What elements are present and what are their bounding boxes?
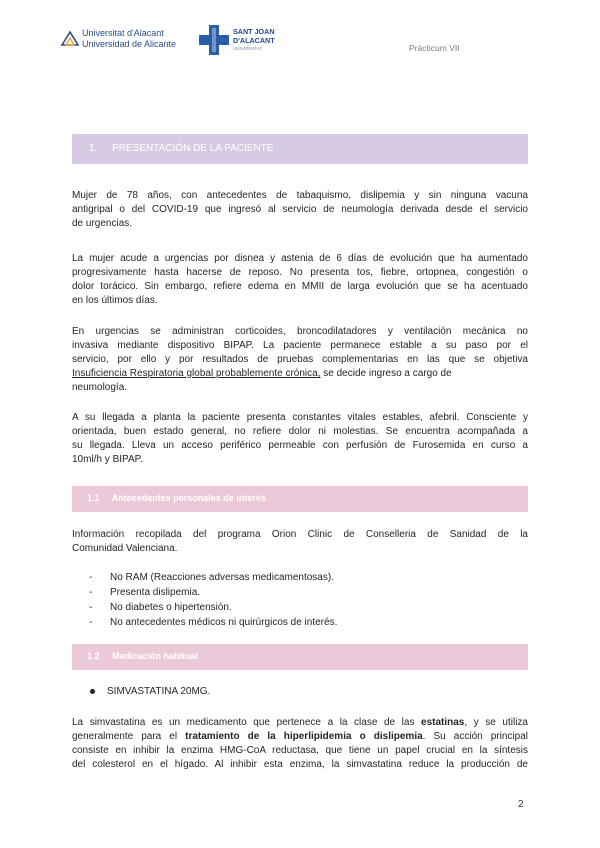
simva-line — [72, 730, 528, 744]
paragraph-4-line: su llegada. Lleva un acceso periférico permeable con perfusión de Furosemida en curso a — [72, 440, 528, 451]
section-1-title: PRESENTACIÓN DE LA PACIENTE — [112, 143, 274, 154]
paragraph-1-line: antigripal o del COVID-19 que ingresó al servicio de neumología derivada desde el servicio — [72, 204, 528, 215]
simva-text: La simvastatina es un medicamento que pertenece a la clase de las — [72, 717, 422, 728]
university-logo-mark-icon — [60, 30, 80, 46]
section-1-1-heading — [72, 486, 528, 512]
section-1-1-title: Antecedentes personales de interés — [111, 493, 266, 503]
paragraph-3-line: neumología. — [72, 382, 128, 393]
simva-bold-treatment: tratamiento de la hiperlipidemia o dislipemia — [185, 731, 423, 742]
list-item: - No diabetes o hipertensión. — [72, 600, 337, 615]
sant-joan-line2: D'ALACANT — [233, 36, 275, 45]
section-1-2-title: Medicación habitual — [112, 651, 199, 661]
paragraph-2-line: progresivamente hasta hacerse de reposo. No presenta tos, fiebre, ortopnea, congestión o — [72, 267, 528, 278]
university-name-spanish: Universidad de Alicante — [82, 39, 177, 49]
paragraph-3-line — [72, 367, 528, 381]
simva-text: , y se utiliza — [464, 717, 528, 728]
paragraph-2-line: en los últimos días. — [72, 295, 158, 306]
paragraph-2-line: dolor torácico. Sin embargo, refiere edema en MMII de larga evolución que se ha acentuado — [72, 281, 528, 292]
list-item: - Presenta dislipemia. — [72, 585, 337, 600]
paragraph-2 — [72, 252, 528, 308]
university-logo — [60, 26, 180, 52]
simva-text: . Su acción principal — [422, 731, 528, 742]
paragraph-4-line: A su llegada a planta la paciente presenta constantes vitales estables, afebril. Consciente y — [72, 412, 528, 423]
paragraph-1-line: de urgencias. — [72, 218, 133, 229]
simva-bold-statins: estatinas — [421, 717, 465, 728]
paragraph-3 — [72, 325, 528, 395]
paragraph-4-line: orientada, buen estado general, no refiere dolor ni molestias. Se encuentra acompañada a — [72, 426, 528, 437]
medication-name: SIMVASTATINA 20MG. — [107, 686, 211, 697]
paragraph-1 — [72, 189, 528, 231]
sant-joan-line3: UNIVERSITAT — [233, 46, 263, 51]
paragraph-4-line: 10ml/h y BIPAP. — [72, 454, 143, 465]
medication-item — [90, 686, 210, 697]
paragraph-4 — [72, 411, 528, 467]
sant-joan-logo — [199, 24, 279, 58]
sant-joan-line1: SANT JOAN — [233, 27, 275, 36]
paragraph-2-line: La mujer acude a urgencias por disnea y astenia de 6 días de evolución que ha aumentado — [72, 253, 528, 264]
list-item: - No RAM (Reacciones adversas medicamentosas). — [72, 570, 337, 585]
paragraph-3-line: servicio, por ello y por resultados de pruebas complementarias en las que se objetiva — [72, 354, 528, 365]
section-1-number: 1. — [89, 143, 98, 154]
simvastatin-paragraph — [72, 716, 528, 772]
bullet-dot-icon — [90, 689, 95, 694]
info-line: Información recopilada del programa Orion Clinic de Conselleria de Sanidad de la — [72, 529, 528, 540]
history-list — [72, 570, 337, 630]
simva-line: del colesterol en el hígado. Al inhibir esta enzima, la simvastatina reduce la producción de — [72, 759, 528, 770]
info-line: Comunidad Valenciana. — [72, 543, 178, 554]
paragraph-1-line: Mujer de 78 años, con antecedentes de tabaquismo, dislipemia y sin ninguna vacuna — [72, 190, 528, 201]
section-1-1-number: 1.1 — [87, 493, 100, 503]
info-paragraph — [72, 528, 528, 556]
header-course-name: Prácticum VII — [409, 43, 460, 53]
section-1-heading — [72, 134, 528, 164]
simva-line — [72, 716, 528, 730]
simva-line: consiste en inhibir la enzima HMG-CoA reductasa, que tiene un papel crucial en la síntesis — [72, 745, 528, 756]
paragraph-3-line: invasiva mediante dispositivo BIPAP. La paciente permanece estable a su paso por el — [72, 340, 528, 351]
simva-text: generalmente para el — [72, 731, 186, 742]
university-name-valencian: Universitat d'Alacant — [82, 28, 164, 38]
cross-logo-icon — [199, 25, 229, 55]
list-item: - No antecedentes médicos ni quirúrgicos de interés. — [72, 615, 337, 630]
section-1-2-number: 1.2 — [87, 651, 100, 661]
paragraph-3-line: En urgencias se administran corticoides, broncodilatadores y ventilación mecánica no — [72, 326, 528, 337]
section-1-2-heading — [72, 644, 528, 670]
page-number: 2 — [518, 799, 524, 810]
diagnosis-underlined: Insuficiencia Respiratoria global probablemente crónica, — [72, 368, 321, 379]
paragraph-3-line4-rest: se decide ingreso a cargo de — [320, 368, 452, 379]
